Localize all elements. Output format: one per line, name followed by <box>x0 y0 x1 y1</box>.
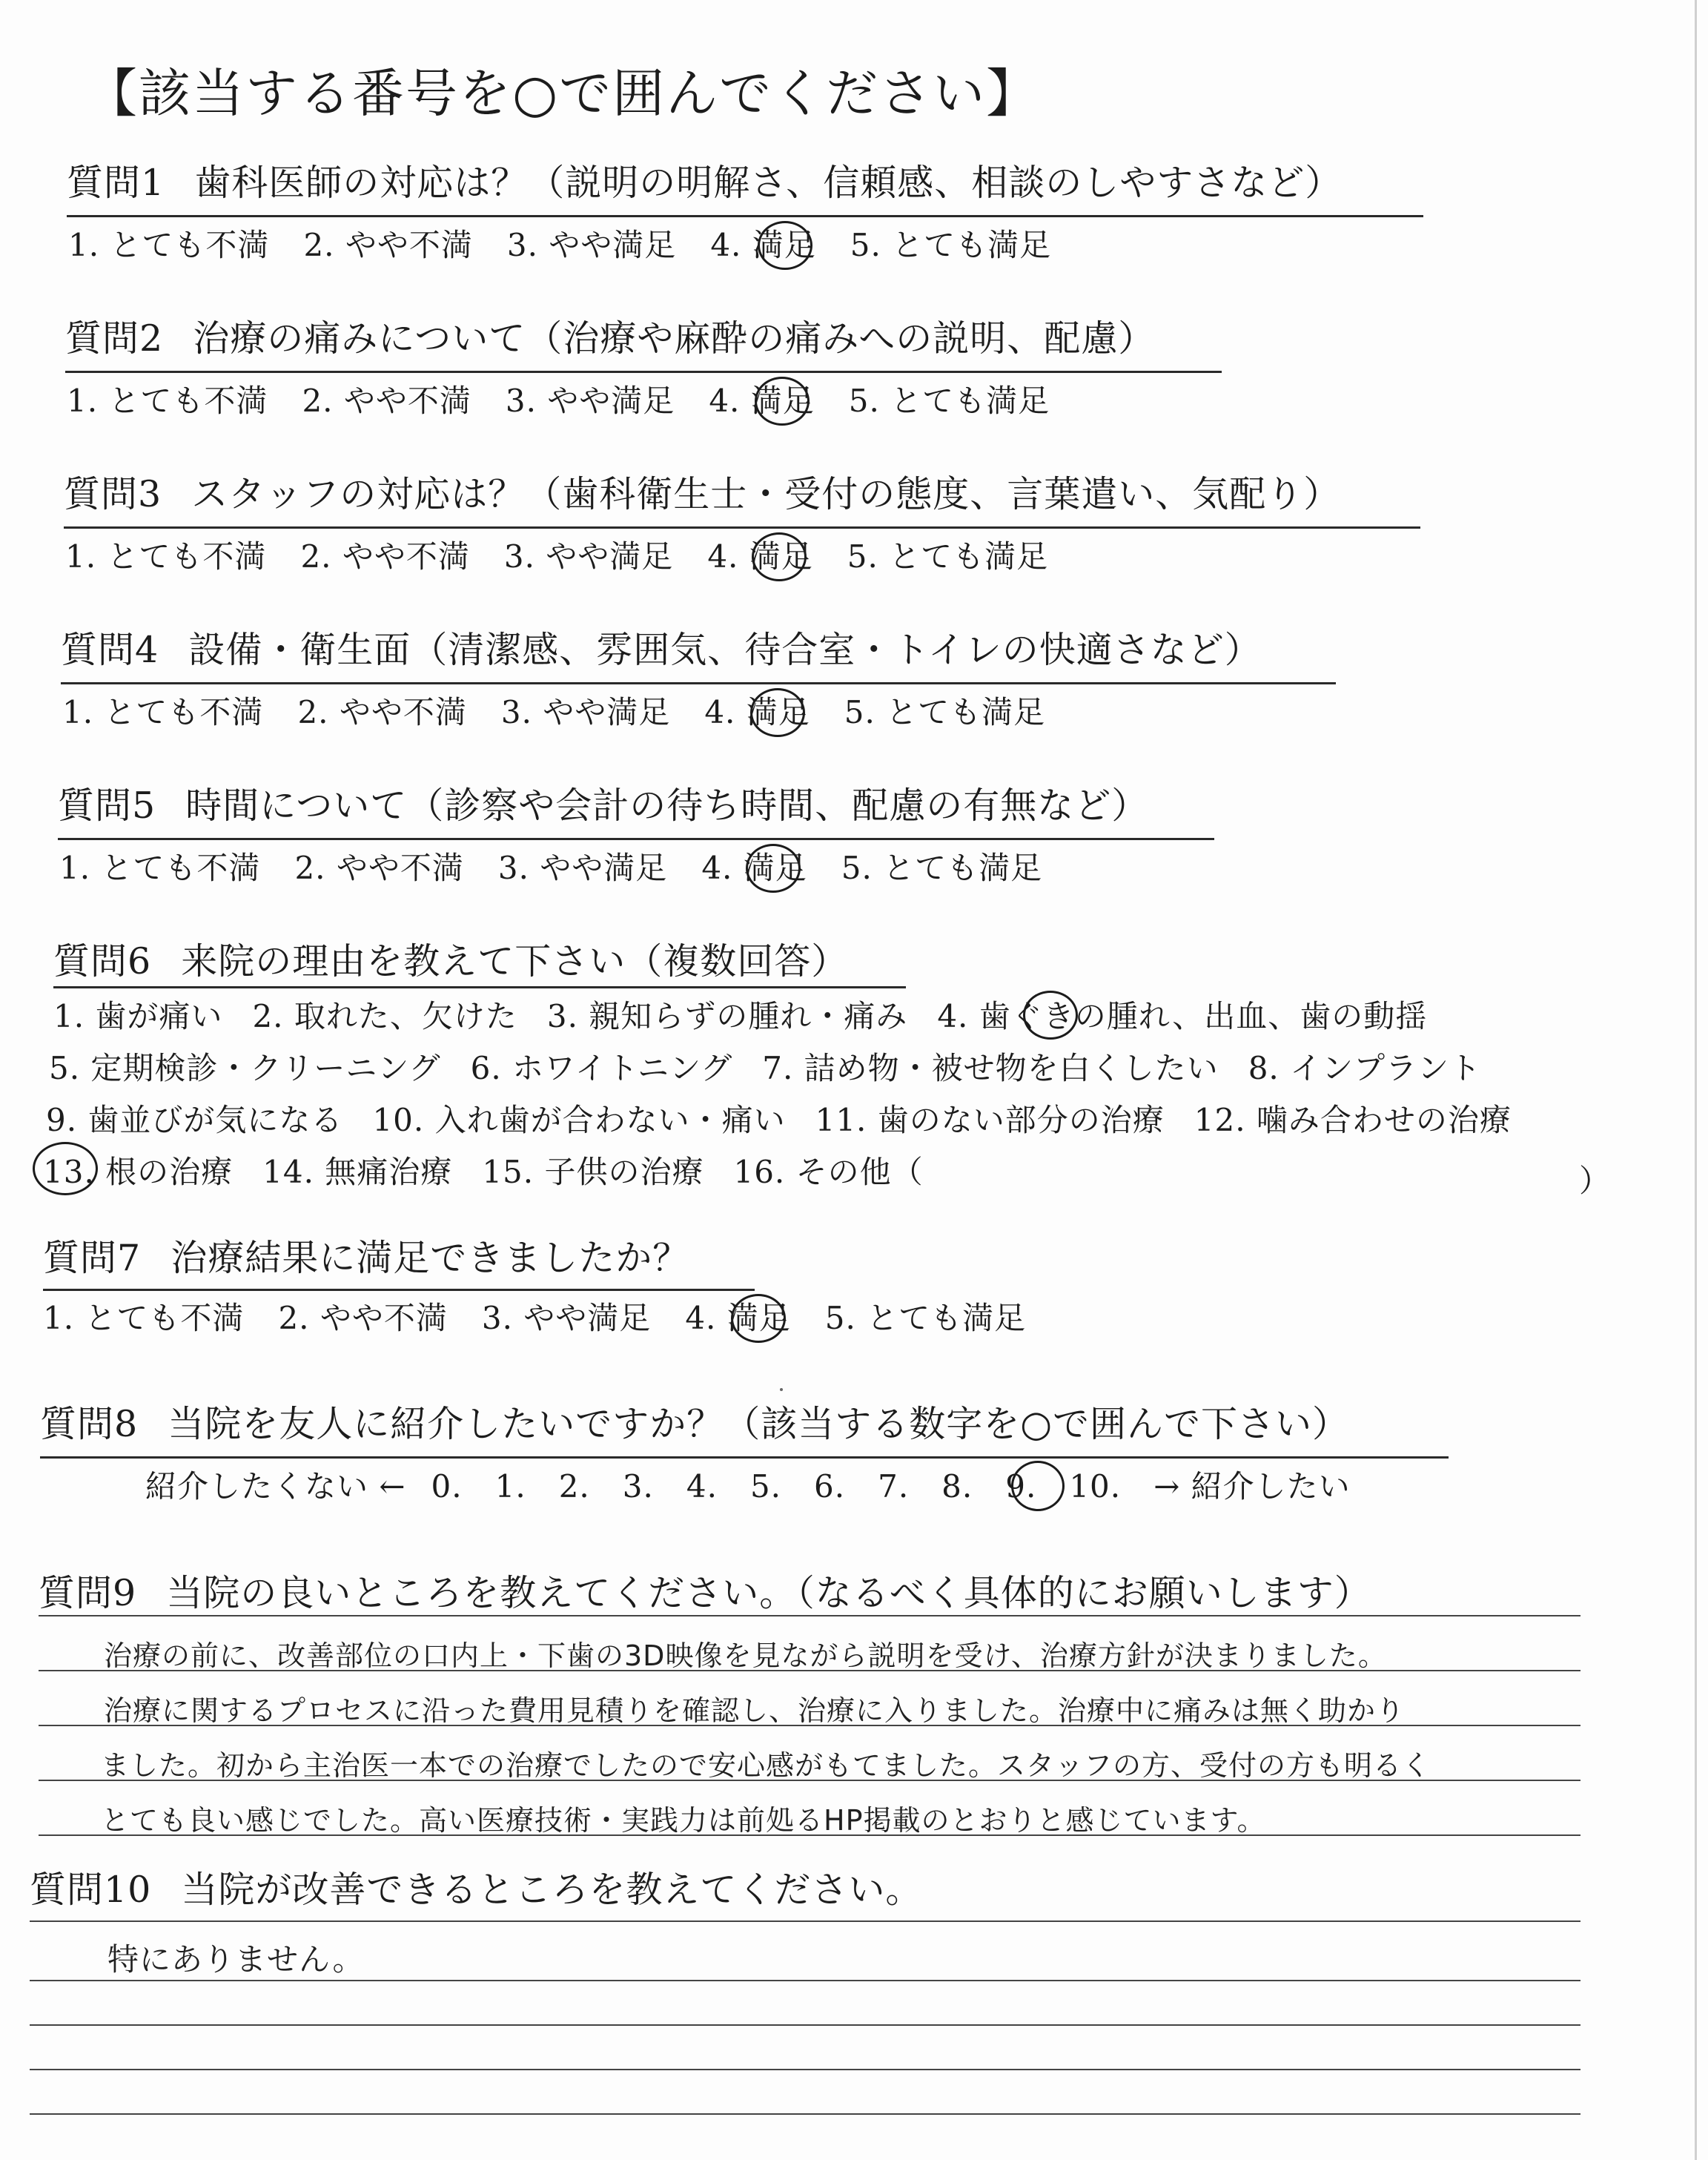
question-2 <box>65 310 1155 362</box>
q6-option-13[interactable]: 13. 根の治療 <box>43 1154 234 1190</box>
q8-scale-7[interactable]: 7. <box>878 1468 910 1505</box>
q6-option-14[interactable]: 14. 無痛治療 <box>262 1154 453 1190</box>
q10-writing-line-0 <box>30 1920 1580 1922</box>
scan-page-edge <box>1695 0 1697 2160</box>
question-7 <box>43 1229 689 1281</box>
q3-option-2[interactable]: 2. やや不満 <box>300 538 470 575</box>
q9-writing-line-3 <box>39 1780 1580 1781</box>
q6-option-1[interactable]: 1. 歯が痛い <box>53 998 223 1034</box>
q8-right-label: → 紹介したい <box>1153 1468 1351 1505</box>
q6-option-7[interactable]: 7. 詰め物・被せ物を白くしたい <box>762 1050 1219 1086</box>
question-2-label: 質問2 <box>65 317 164 360</box>
q8-scale-0[interactable]: 0. <box>431 1468 463 1505</box>
q3-option-1[interactable]: 1. とても不満 <box>65 538 267 575</box>
question-8-text: 当院を友人に紹介したいですか？（該当する数字を○で囲んで下さい） <box>168 1403 1349 1445</box>
question-3-underline <box>64 526 1420 529</box>
q9-answer-line-4: とても良い感じでした。高い医療技術・実践力は前処るHP掲載のとおりと感じています。 <box>101 1804 1266 1837</box>
q5-option-5[interactable]: 5. とても満足 <box>841 850 1043 886</box>
question-7-label: 質問7 <box>43 1237 142 1279</box>
q6-selection-circle-4 <box>1023 991 1078 1040</box>
question-4-options <box>62 688 1079 733</box>
q10-writing-line-2 <box>30 2024 1580 2026</box>
question-5-underline <box>58 838 1214 840</box>
question-3-options <box>65 532 1082 577</box>
q6-option-12[interactable]: 12. 噛み合わせの治療 <box>1194 1102 1512 1138</box>
q9-answer-line-2: 治療に関するプロセスに沿った費用見積りを確認し、治療に入りました。治療中に痛みは無く助かり <box>104 1694 1406 1727</box>
q2-selection-circle <box>755 377 810 426</box>
question-10-label: 質問10 <box>30 1869 152 1911</box>
q4-option-3[interactable]: 3. やや満足 <box>500 694 671 730</box>
question-1-options <box>68 221 1085 265</box>
q7-option-5[interactable]: 5. とても満足 <box>824 1300 1027 1336</box>
q7-option-4[interactable]: 4. 満足 <box>685 1300 791 1336</box>
q6-option-15[interactable]: 15. 子供の治療 <box>482 1154 704 1190</box>
q1-option-5[interactable]: 5. とても満足 <box>850 227 1052 263</box>
q2-option-4[interactable]: 4. 満足 <box>709 383 815 419</box>
question-8-label: 質問8 <box>40 1403 139 1445</box>
q3-option-5[interactable]: 5. とても満足 <box>847 538 1049 575</box>
question-1 <box>67 154 1342 206</box>
q1-option-3[interactable]: 3. やや満足 <box>506 227 677 263</box>
q3-option-4[interactable]: 4. 満足 <box>707 538 813 575</box>
q2-option-3[interactable]: 3. やや満足 <box>505 383 675 419</box>
q2-option-1[interactable]: 1. とても不満 <box>67 383 268 419</box>
question-1-label: 質問1 <box>67 162 165 204</box>
q6-option-16[interactable]: 16. その他（ <box>733 1154 924 1190</box>
q8-scale-4[interactable]: 4. <box>686 1468 718 1505</box>
survey-title: 【該当する番号を○で囲んでください】 <box>85 63 1040 124</box>
q5-option-3[interactable]: 3. やや満足 <box>497 850 668 886</box>
q9-writing-line-4 <box>39 1834 1580 1836</box>
question-5-options <box>59 844 1076 888</box>
question-6-row-3 <box>46 1096 1541 1140</box>
question-7-text: 治療結果に満足できましたか？ <box>171 1237 690 1279</box>
question-6 <box>53 933 848 985</box>
question-6-text: 来院の理由を教えて下さい（複数回答） <box>181 940 849 982</box>
question-1-underline <box>67 215 1423 217</box>
q4-option-2[interactable]: 2. やや不満 <box>297 694 467 730</box>
q10-writing-line-1 <box>30 1980 1580 1981</box>
q9-writing-line-2 <box>39 1725 1580 1726</box>
question-2-options <box>67 377 1084 421</box>
q4-option-4[interactable]: 4. 満足 <box>704 694 810 730</box>
q1-option-4[interactable]: 4. 満足 <box>710 227 816 263</box>
question-9-text: 当院の良いところを教えてください。（なるべく具体的にお願いします） <box>166 1572 1371 1614</box>
q8-scale-2[interactable]: 2. <box>558 1468 590 1505</box>
q8-scale-1[interactable]: 1. <box>494 1468 526 1505</box>
question-7-underline <box>43 1289 755 1291</box>
question-6-label: 質問6 <box>53 940 152 982</box>
question-3-text: スタッフの対応は？（歯科衛生士・受付の態度、言葉遣い、気配り） <box>191 473 1341 515</box>
q9-answer-line-3: ました。初から主治医一本での治療でしたので安心感がもてました。スタッフの方、受付の方も明るく <box>101 1749 1431 1782</box>
question-5-label: 質問5 <box>58 785 156 827</box>
q5-option-2[interactable]: 2. やや不満 <box>294 850 464 886</box>
q1-selection-circle <box>758 221 812 270</box>
question-10-text: 当院が改善できるところを教えてください。 <box>181 1869 923 1911</box>
q8-scale-3[interactable]: 3. <box>622 1468 654 1505</box>
q4-option-1[interactable]: 1. とても不満 <box>62 694 264 730</box>
q6-option-8[interactable]: 8. インプラント <box>1248 1050 1482 1086</box>
q8-scale-9[interactable]: 9. <box>1005 1468 1037 1505</box>
q6-option-5[interactable]: 5. 定期検診・クリーニング <box>49 1050 441 1086</box>
q8-scale-10[interactable]: 10. <box>1069 1468 1122 1505</box>
question-10 <box>30 1861 922 1913</box>
q7-option-2[interactable]: 2. やや不満 <box>278 1300 448 1336</box>
q8-selection-circle <box>1011 1461 1065 1511</box>
q6-option-11[interactable]: 11. 歯のない部分の治療 <box>815 1102 1165 1138</box>
question-6-row-1 <box>53 992 1457 1037</box>
question-4-text: 設備・衛生面（清潔感、雰囲気、待合室・トイレの快適さなど） <box>188 629 1262 671</box>
q1-option-2[interactable]: 2. やや不満 <box>303 227 473 263</box>
question-8 <box>40 1396 1349 1447</box>
q6-option-10[interactable]: 10. 入れ歯が合わない・痛い <box>372 1102 786 1138</box>
q9-writing-line-0 <box>39 1615 1580 1616</box>
q8-scale-5[interactable]: 5. <box>749 1468 782 1505</box>
question-6-row-2 <box>49 1044 1511 1089</box>
question-6-underline <box>53 986 906 988</box>
q4-selection-circle <box>750 688 805 737</box>
question-1-text: 歯科医師の対応は？（説明の明解さ、信頼感、相談のしやすさなど） <box>194 162 1343 204</box>
question-6-row-4 <box>43 1148 953 1192</box>
q6-other-close-paren: ） <box>1579 1163 1612 1199</box>
q2-option-2[interactable]: 2. やや不満 <box>302 383 471 419</box>
q5-option-1[interactable]: 1. とても不満 <box>59 850 261 886</box>
q5-selection-circle <box>746 844 801 893</box>
question-8-underline <box>40 1456 1449 1459</box>
q7-option-3[interactable]: 3. やや満足 <box>481 1300 652 1336</box>
q8-scale-6[interactable]: 6. <box>814 1468 846 1505</box>
question-3 <box>64 466 1340 518</box>
q9-writing-line-1 <box>39 1670 1580 1671</box>
question-4-label: 質問4 <box>61 629 159 671</box>
q6-option-3[interactable]: 3. 親知らずの腫れ・痛み <box>546 998 908 1034</box>
q7-option-1[interactable]: 1. とても不満 <box>43 1300 245 1336</box>
q2-option-5[interactable]: 5. とても満足 <box>848 383 1050 419</box>
q3-option-3[interactable]: 3. やや満足 <box>503 538 674 575</box>
question-9-label: 質問9 <box>39 1572 137 1614</box>
question-2-text: 治療の痛みについて（治療や麻酔の痛みへの説明、配慮） <box>193 317 1156 360</box>
q6-option-2[interactable]: 2. 取れた、欠けた <box>252 998 517 1034</box>
question-7-options <box>43 1294 1060 1338</box>
q6-option-4[interactable]: 4. 歯ぐきの腫れ、出血、歯の動揺 <box>937 998 1428 1034</box>
question-2-underline <box>65 371 1222 373</box>
q7-selection-circle <box>731 1294 786 1343</box>
q8-left-label: 紹介したくない ← <box>145 1468 406 1505</box>
question-3-label: 質問3 <box>64 473 162 515</box>
q5-option-4[interactable]: 4. 満足 <box>701 850 807 886</box>
question-4-underline <box>61 682 1336 684</box>
q10-writing-line-3 <box>30 2069 1580 2070</box>
q8-scale-8[interactable]: 8. <box>941 1468 973 1505</box>
scan-speck <box>780 1388 783 1391</box>
question-5 <box>58 777 1148 829</box>
question-4 <box>61 621 1262 673</box>
q4-option-5[interactable]: 5. とても満足 <box>844 694 1046 730</box>
question-8-scale <box>145 1462 1351 1507</box>
q10-writing-line-4 <box>30 2113 1580 2115</box>
q6-option-6[interactable]: 6. ホワイトニング <box>470 1050 733 1086</box>
q9-answer-line-1: 治療の前に、改善部位の口内上・下歯の3D映像を見ながら説明を受け、治療方針が決まりました。 <box>104 1639 1387 1672</box>
question-5-text: 時間について（診察や会計の待ち時間、配慮の有無など） <box>185 785 1149 827</box>
q6-option-9[interactable]: 9. 歯並びが気になる <box>46 1102 343 1138</box>
q1-option-1[interactable]: 1. とても不満 <box>68 227 270 263</box>
q6-selection-circle-13 <box>33 1142 98 1195</box>
q3-selection-circle <box>752 532 807 581</box>
question-9 <box>39 1565 1371 1616</box>
q10-answer-line-1: 特にありません。 <box>107 1941 365 1978</box>
